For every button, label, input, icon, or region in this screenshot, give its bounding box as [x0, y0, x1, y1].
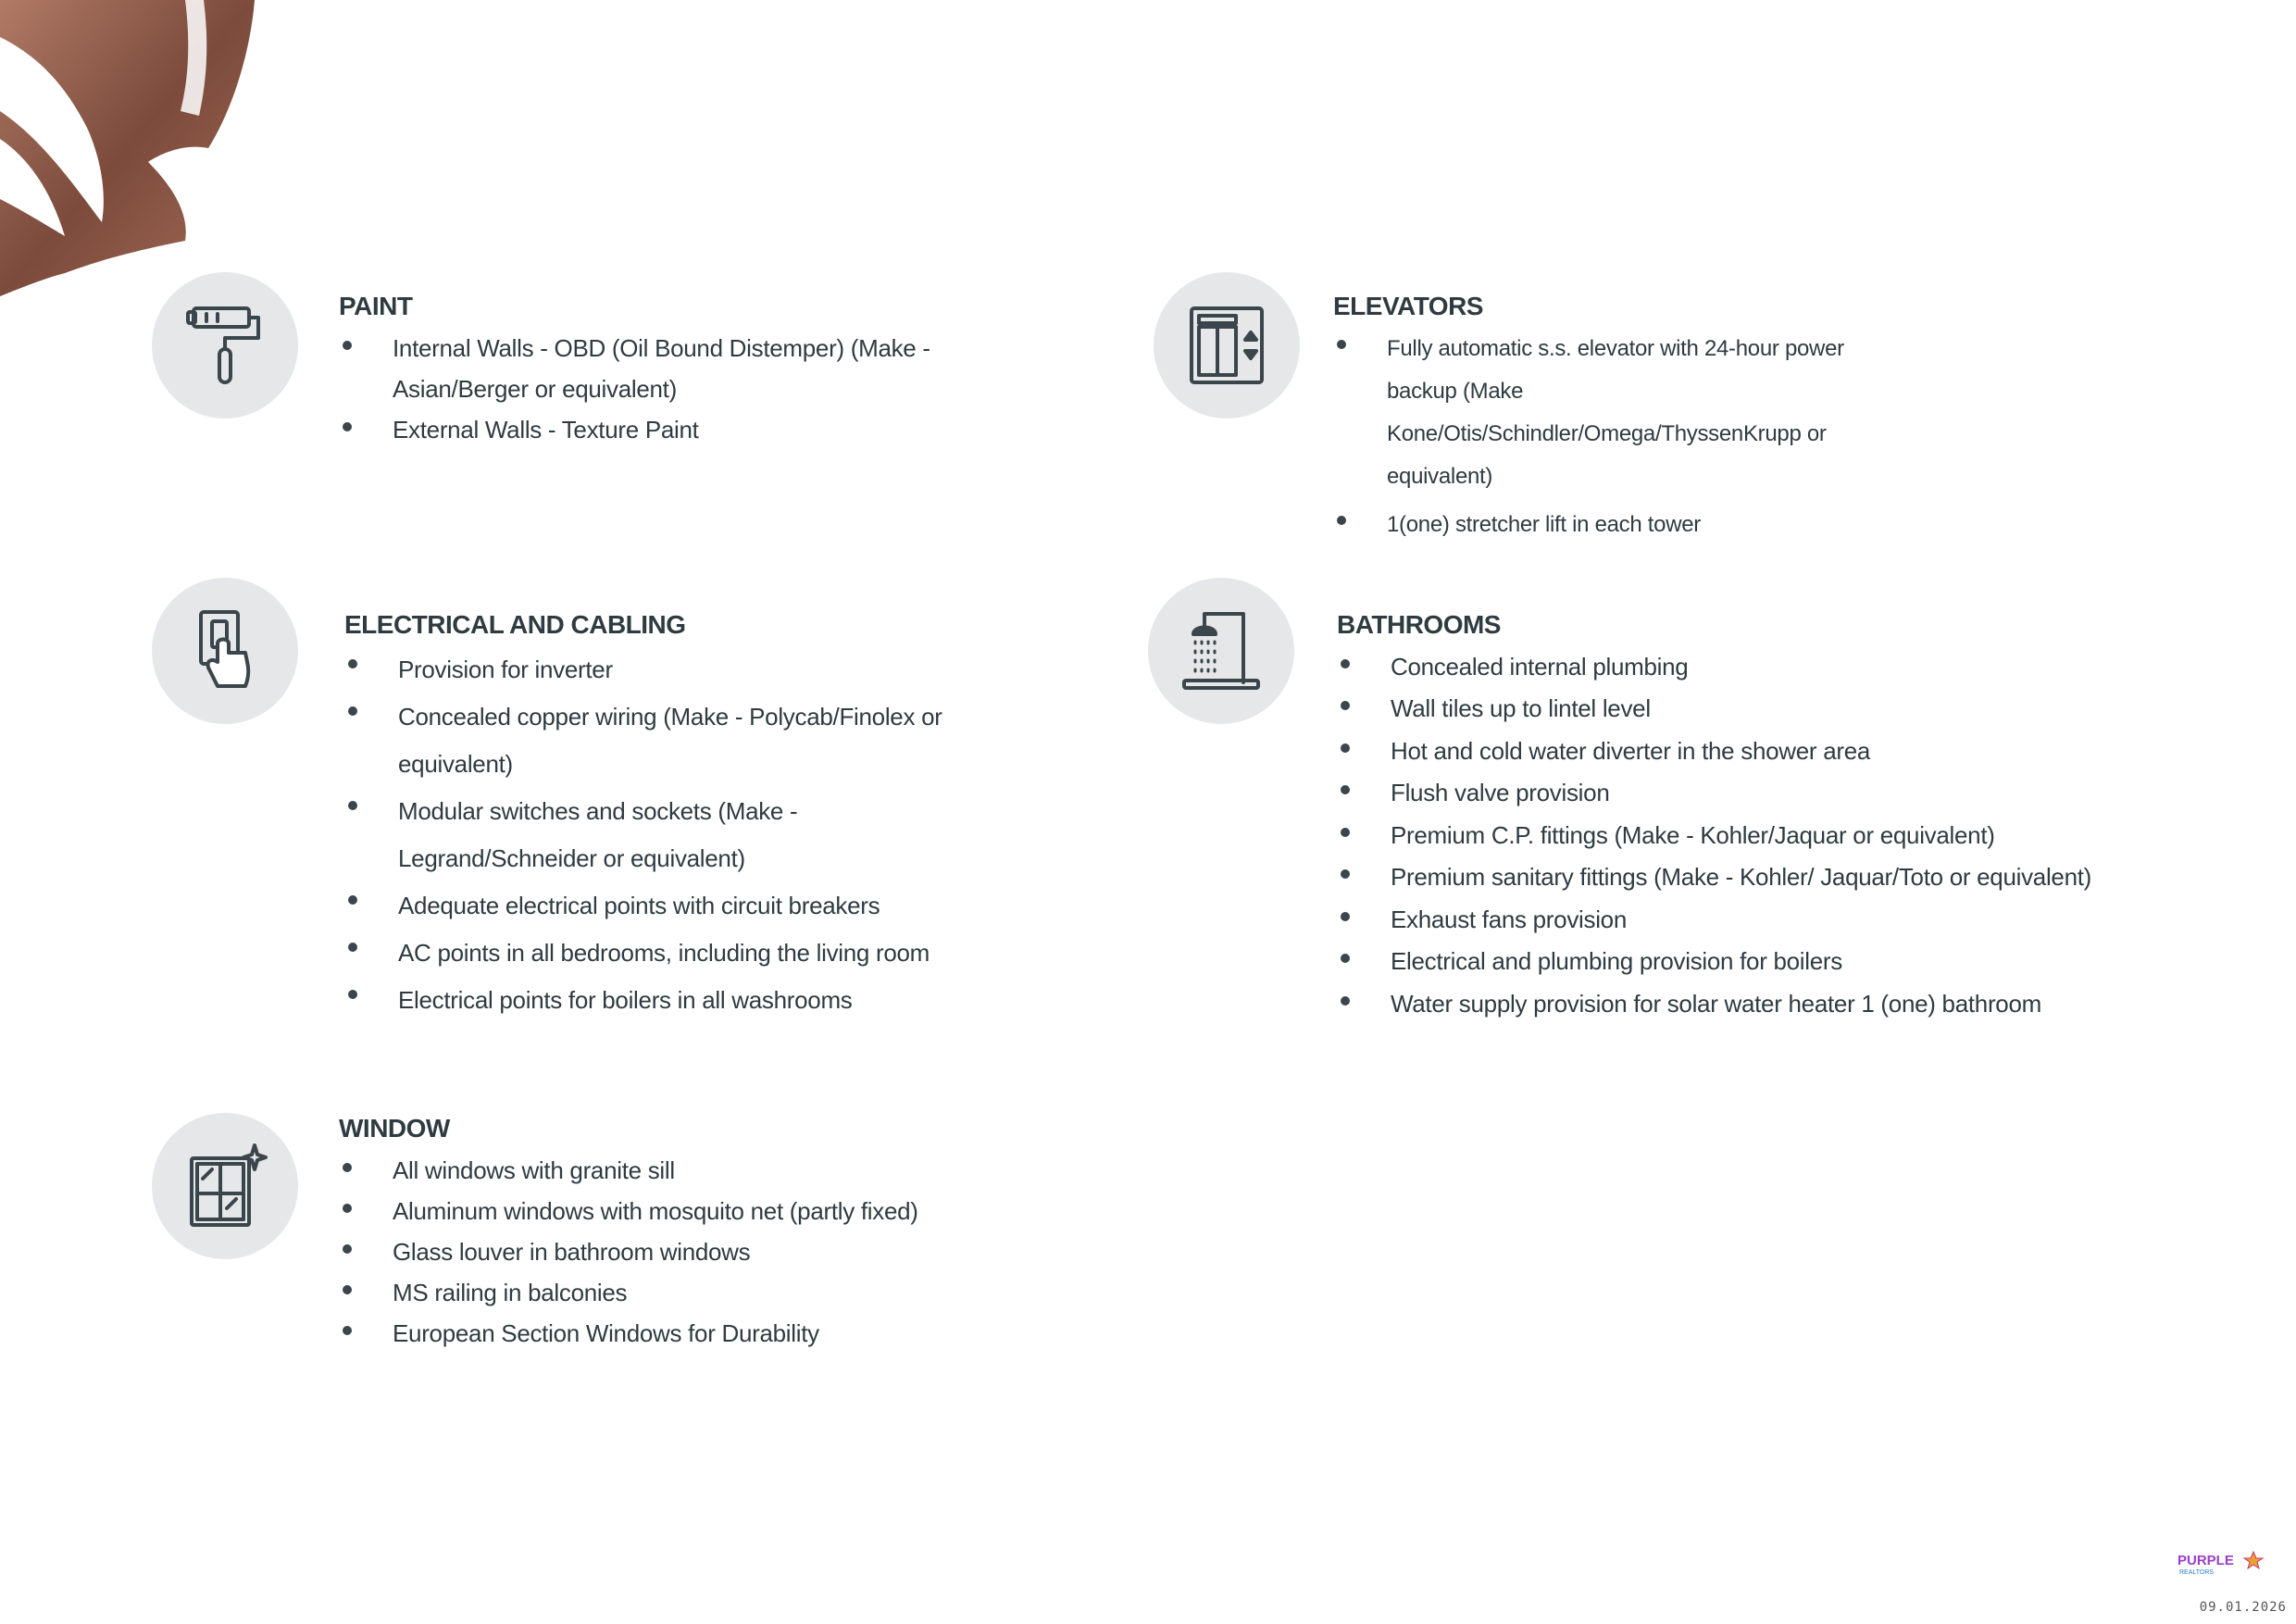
window-icon-circle [152, 1113, 298, 1259]
list-item: Glass louver in bathroom windows [339, 1231, 1042, 1272]
list-item: All windows with granite sill [339, 1150, 1042, 1191]
list-item: Wall tiles up to lintel level [1337, 688, 2263, 731]
elevators-icon-circle [1154, 272, 1300, 418]
list-item: Water supply provision for solar water heater 1 (one) bathroom [1337, 983, 2263, 1026]
list-item: Electrical and plumbing provision for boilers [1337, 941, 2263, 983]
list-item: Hot and cold water diverter in the shower area [1337, 731, 2263, 773]
paint-icon-circle [152, 272, 298, 418]
paint-section [339, 291, 1005, 450]
window-icon [181, 1142, 269, 1230]
paint-title: PAINT [339, 292, 413, 320]
list-item: Concealed internal plumbing [1337, 646, 2263, 689]
list-item: Internal Walls - OBD (Oil Bound Distemper) (Make - Asian/Berger or equivalent) [339, 328, 948, 409]
list-item: Concealed copper wiring (Make - Polycab/Finolex or equivalent) [344, 693, 972, 788]
bathrooms-title: BATHROOMS [1337, 610, 1501, 639]
electrical-section [344, 609, 1048, 1024]
elevator-icon [1182, 301, 1271, 390]
list-item: Premium C.P. fittings (Make - Kohler/Jaquar or equivalent) [1337, 815, 2263, 857]
list-item: Provision for inverter [344, 646, 1048, 693]
list-item: 1(one) stretcher lift in each tower [1333, 504, 1907, 546]
monstera-leaf-decoration [0, 0, 268, 306]
list-item: Modular switches and sockets (Make - Legrand/Schneider or equivalent) [344, 788, 917, 882]
switch-hand-icon [181, 606, 269, 695]
list-item: Premium sanitary fittings (Make - Kohler/ Jaquar/Toto or equivalent) [1337, 856, 2263, 899]
elevators-section [1333, 291, 1907, 552]
list-item: MS railing in balconies [339, 1272, 1042, 1313]
bathrooms-icon-circle [1148, 578, 1294, 724]
paint-roller-icon [181, 301, 269, 390]
list-item: External Walls - Texture Paint [339, 409, 1005, 450]
electrical-icon-circle [152, 578, 298, 724]
electrical-title: ELECTRICAL AND CABLING [344, 610, 686, 639]
logo-sub: REALTORS [2179, 1569, 2215, 1576]
list-item: Flush valve provision [1337, 772, 2263, 815]
list-item: Fully automatic s.s. elevator with 24-hour power backup (Make Kone/Otis/Schindler/Omega/ThyssenKrupp or equivalent) [1333, 328, 1905, 498]
list-item: AC points in all bedrooms, including the living room [344, 930, 1048, 977]
list-item: European Section Windows for Durability [339, 1313, 1042, 1354]
window-title: WINDOW [339, 1114, 450, 1143]
logo-text: PURPLE [2177, 1553, 2234, 1568]
bathrooms-section [1337, 609, 2263, 1025]
footer-date: 09.01.2026 [2199, 1600, 2287, 1615]
purple-realtors-logo [2176, 1548, 2268, 1580]
list-item: Adequate electrical points with circuit breakers [344, 882, 1048, 930]
list-item: Electrical points for boilers in all washrooms [344, 977, 1048, 1024]
window-section [339, 1113, 1042, 1354]
shower-icon [1177, 606, 1266, 695]
elevators-title: ELEVATORS [1333, 292, 1483, 320]
list-item: Exhaust fans provision [1337, 899, 2263, 942]
list-item: Aluminum windows with mosquito net (partly fixed) [339, 1191, 1042, 1231]
